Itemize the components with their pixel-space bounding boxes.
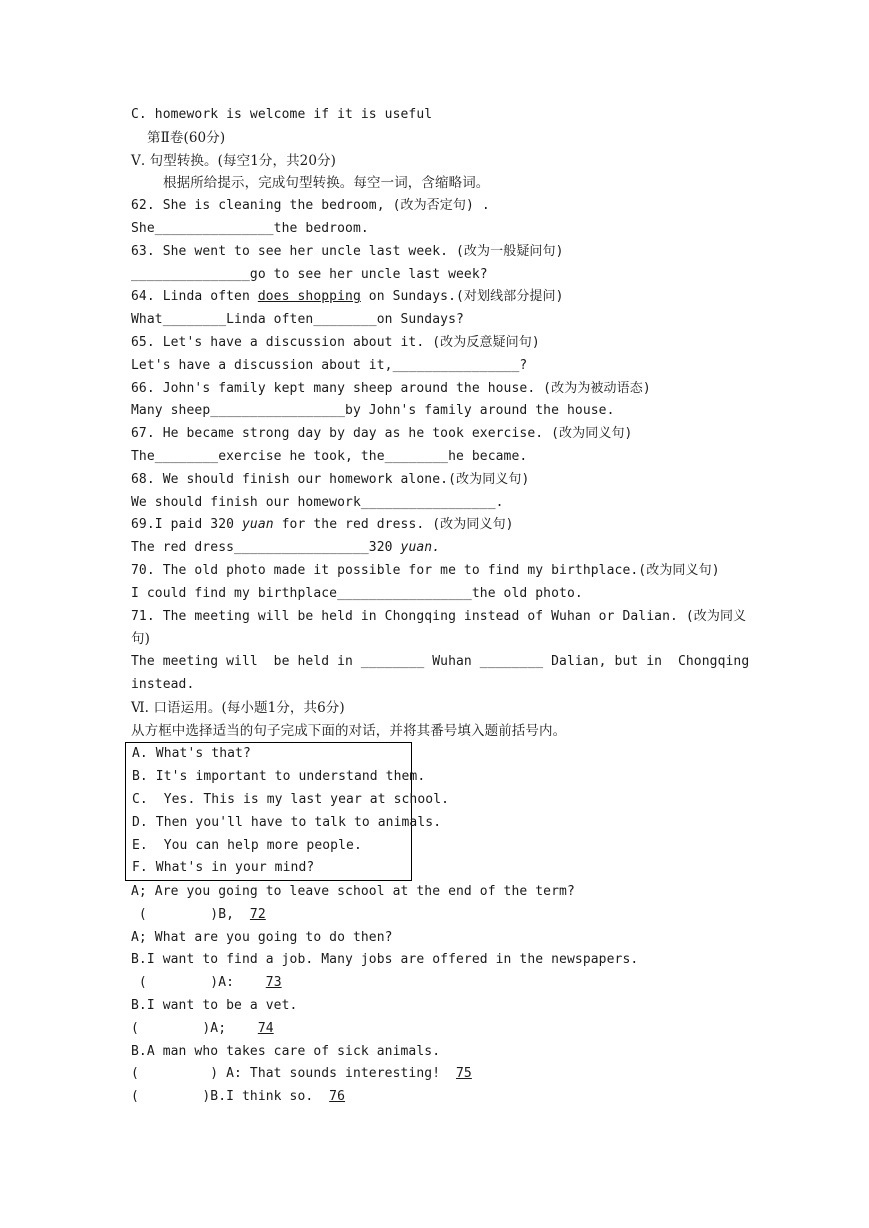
dialog-line-8: B.A man who takes care of sick animals. [131,1043,441,1059]
dialog-2-prefix: ( )B, [131,906,250,922]
question-62: 62. She is cleaning the bedroom, (改为否定句) . [131,198,490,214]
answer-63: _______________go to see her uncle last week? [131,266,488,282]
answer-64: What________Linda often________on Sundays? [131,312,464,328]
option-c-line: C. homework is welcome if it is useful [131,107,433,122]
blank-76: 76 [329,1089,346,1105]
q69-yuan: yuan [241,517,274,533]
blank-73: 73 [265,975,282,991]
answer-68: We should finish our homework_________________. [131,494,504,510]
q69-suffix: for the red dress. (改为同义句) [273,517,514,533]
blank-74: 74 [257,1020,274,1036]
answer-70: I could find my birthplace_________________the old photo. [131,585,583,601]
option-a: A. What's that? [132,746,251,762]
question-65: 65. Let's have a discussion about it. (改为反意疑问句) [131,334,540,350]
question-69 [131,514,741,537]
q69-prefix: 69.I paid 320 [131,517,242,533]
section-six-title: Ⅵ. 口语运用。(每小题1分，共6分) [131,699,345,716]
blank-72: 72 [249,906,266,922]
answer-67: The________exercise he took, the________he became. [131,448,528,464]
option-d: D. Then you'll have to talk to animals. [132,814,442,830]
section-five-title: Ⅴ. 句型转换。(每空1分，共20分) [131,152,337,169]
answer-71-line1: The meeting will be held in ________ Wuhan ________ Dalian, but in Chongqing [131,654,750,670]
answer-66: Many sheep_________________by John's family around the house. [131,403,615,419]
dialog-line-1: A; Are you going to leave school at the end of the term? [131,884,575,900]
a69-prefix: The red dress_________________320 [131,540,401,556]
q64-suffix: on Sundays.(对划线部分提问) [360,289,564,305]
dialog-line-10 [131,1086,741,1109]
a69-yuan: yuan. [400,540,441,556]
dialog-9-prefix: ( ) A: That sounds interesting! [131,1066,456,1082]
part-two-heading: 第Ⅱ卷(60分) [147,129,226,146]
dialog-line-2 [131,904,741,927]
dialog-line-4: B.I want to find a job. Many jobs are offered in the newspapers. [131,952,639,968]
dialog-line-5 [131,972,741,995]
blank-75: 75 [456,1066,472,1082]
dialog-line-7 [131,1018,741,1041]
question-70: 70. The old photo made it possible for me to find my birthplace.(改为同义句) [131,562,720,578]
dialog-5-prefix: ( )A: [131,975,266,991]
section-five-instructions: 根据所给提示，完成句型转换。每空一词，含缩略词。 [163,175,490,192]
option-f: F. What's in your mind? [132,860,315,876]
answer-62: She_______________the bedroom. [131,220,369,236]
answer-71-line2: instead. [131,676,195,692]
answer-65: Let's have a discussion about it,________________? [131,357,528,373]
question-63: 63. She went to see her uncle last week. (改为一般疑问句) [131,243,564,259]
section-six-instructions: 从方框中选择适当的句子完成下面的对话，并将其番号填入题前括号内。 [131,722,567,739]
answer-69 [131,537,741,560]
dialog-10-prefix: ( )B.I think so. [131,1089,330,1105]
options-box [125,742,450,881]
question-66: 66. John's family kept many sheep around the house. (改为为被动语态) [131,380,651,396]
option-c: C. Yes. This is my last year at school. [132,791,450,807]
question-71-line2: 句) [131,631,150,648]
option-e: E. You can help more people. [132,837,362,853]
q64-prefix: 64. Linda often [131,289,258,305]
question-68: 68. We should finish our homework alone.(改为同义句) [131,471,530,487]
dialog-line-9 [131,1063,741,1086]
question-71-line1: 71. The meeting will be held in Chongqing instead of Wuhan or Dalian. (改为同义 [131,608,747,624]
dialog-line-3: A; What are you going to do then? [131,929,393,945]
q64-underlined-phrase: does shopping [257,289,361,305]
question-67: 67. He became strong day by day as he took exercise. (改为同义句) [131,426,633,442]
dialog-line-6: B.I want to be a vet. [131,998,298,1014]
question-64 [131,286,741,309]
dialog-7-prefix: ( )A; [131,1020,258,1036]
option-b: B. It's important to understand them. [132,769,426,785]
worksheet-page [131,104,750,1109]
